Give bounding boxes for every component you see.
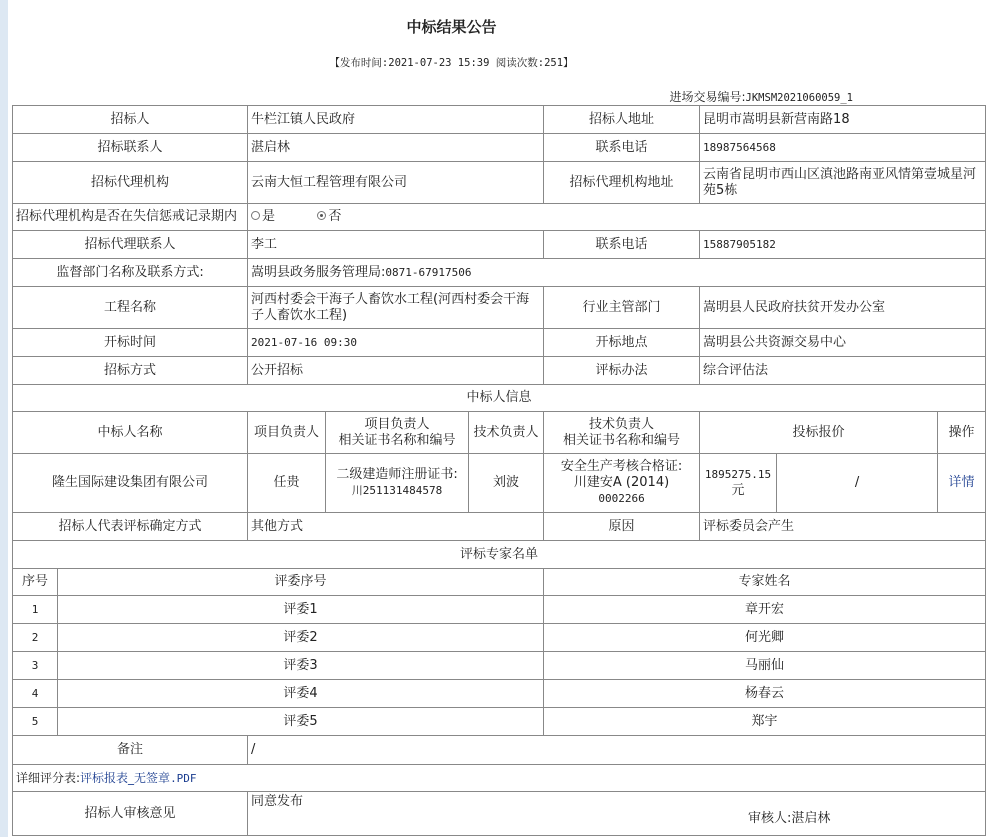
tenderer-value: 牛栏江镇人民政府 xyxy=(248,106,544,134)
left-edge-bar xyxy=(0,0,8,837)
experts-header-name: 专家姓名 xyxy=(544,569,986,596)
trade-code-label: 进场交易编号: xyxy=(669,90,746,104)
eval-value: 综合评估法 xyxy=(700,357,986,385)
contact-label: 招标联系人 xyxy=(13,134,248,162)
open-time-label: 开标时间 xyxy=(13,329,248,357)
pm-cert-line1: 二级建造师注册证书: xyxy=(336,467,458,482)
expert-no: 3 xyxy=(13,652,58,680)
agency-value: 云南大恒工程管理有限公司 xyxy=(248,162,544,204)
open-time-value: 2021-07-16 09:30 xyxy=(248,329,544,357)
announcement-table xyxy=(12,105,986,836)
expert-no: 1 xyxy=(13,596,58,624)
expert-name: 马丽仙 xyxy=(544,652,986,680)
agency-phone-value: 15887905182 xyxy=(700,231,986,259)
expert-row xyxy=(13,624,986,652)
open-place-label: 开标地点 xyxy=(544,329,700,357)
winner-price xyxy=(700,454,777,513)
supervisor-value xyxy=(248,259,986,287)
tenderer-addr-value: 昆明市嵩明县新营南路18 xyxy=(700,106,986,134)
publish-prefix: 【发布时间: xyxy=(329,57,389,69)
supervisor-phone: 0871-67917506 xyxy=(385,265,472,279)
expert-row xyxy=(13,596,986,624)
radio-no[interactable] xyxy=(317,211,326,220)
winner-header-price: 投标报价 xyxy=(700,412,938,454)
expert-name: 郑宇 xyxy=(544,708,986,736)
price-unit: 元 xyxy=(731,483,745,498)
tech-cert-header-line1: 技术负责人 xyxy=(589,416,655,432)
reviewer-name: 湛启林 xyxy=(791,811,831,826)
review-value: 同意发布 xyxy=(251,794,304,809)
winner-header-pm: 项目负责人 xyxy=(248,412,326,454)
tech-cert-line3: 0002266 xyxy=(598,492,645,505)
experts-header-no: 序号 xyxy=(13,569,58,596)
project-label: 工程名称 xyxy=(13,287,248,329)
open-place-value: 嵩明县公共资源交易中心 xyxy=(700,329,986,357)
expert-seq: 评委4 xyxy=(58,680,544,708)
trade-code-value: JKMSM2021060059_1 xyxy=(745,92,853,104)
pm-cert-line2: 川251131484578 xyxy=(351,484,443,497)
expert-seq: 评委2 xyxy=(58,624,544,652)
expert-no: 5 xyxy=(13,708,58,736)
agency-addr-label: 招标代理机构地址 xyxy=(544,162,700,204)
blacklist-label: 招标代理机构是否在失信惩戒记录期内 xyxy=(13,204,248,231)
winner-pm: 任贵 xyxy=(248,454,326,513)
reviewer-label: 审核人: xyxy=(748,811,792,826)
trade-code xyxy=(669,88,853,105)
radio-no-label: 否 xyxy=(328,209,342,224)
tech-cert-header-line2: 相关证书名称和编号 xyxy=(563,432,681,448)
expert-row xyxy=(13,652,986,680)
score-file-link[interactable] xyxy=(80,771,197,785)
agency-phone-label: 联系电话 xyxy=(544,231,700,259)
reason-value: 评标委员会产生 xyxy=(700,513,986,541)
contact-value: 湛启林 xyxy=(248,134,544,162)
read-label: 阅读次数: xyxy=(495,57,545,69)
winner-tech-cert xyxy=(544,454,700,513)
winner-header-name: 中标人名称 xyxy=(13,412,248,454)
expert-seq: 评委1 xyxy=(58,596,544,624)
winner-header-pm-cert xyxy=(326,412,469,454)
pm-cert-header-line2: 相关证书名称和编号 xyxy=(338,432,456,448)
winner-name: 隆生国际建设集团有限公司 xyxy=(13,454,248,513)
page-title: 中标结果公告 xyxy=(406,18,497,36)
expert-row xyxy=(13,680,986,708)
winner-tech: 刘波 xyxy=(469,454,544,513)
read-count: 251 xyxy=(544,57,564,69)
remark-label: 备注 xyxy=(13,736,248,765)
agency-contact-label: 招标代理联系人 xyxy=(13,231,248,259)
publish-time: 2021-07-23 15:39 xyxy=(388,57,490,69)
score-file-name: 评标报表_无签章 xyxy=(80,770,171,785)
project-value: 河西村委会干海子人畜饮水工程(河西村委会干海子人畜饮水工程) xyxy=(248,287,544,329)
expert-seq: 评委5 xyxy=(58,708,544,736)
expert-name: 章开宏 xyxy=(544,596,986,624)
winner-header-tech-cert xyxy=(544,412,700,454)
winner-slash: / xyxy=(777,454,938,513)
method-label: 招标方式 xyxy=(13,357,248,385)
expert-no: 4 xyxy=(13,680,58,708)
confirm-label: 招标人代表评标确定方式 xyxy=(13,513,248,541)
publish-suffix: 】 xyxy=(563,57,574,69)
winner-header-tech: 技术负责人 xyxy=(469,412,544,454)
dept-value: 嵩明县人民政府扶贫开发办公室 xyxy=(700,287,986,329)
confirm-value: 其他方式 xyxy=(248,513,544,541)
expert-no: 2 xyxy=(13,624,58,652)
expert-seq: 评委3 xyxy=(58,652,544,680)
tenderer-addr-label: 招标人地址 xyxy=(544,106,700,134)
winner-header-op: 操作 xyxy=(938,412,986,454)
reason-label: 原因 xyxy=(544,513,700,541)
review-cell xyxy=(248,792,986,836)
supervisor-label: 监督部门名称及联系方式: xyxy=(13,259,248,287)
radio-yes-label: 是 xyxy=(262,209,276,224)
agency-addr-value: 云南省昆明市西山区滇池路南亚风情第壹城星河苑5栋 xyxy=(700,162,986,204)
winner-pm-cert xyxy=(326,454,469,513)
remark-value: / xyxy=(248,736,986,765)
pm-cert-header-line1: 项目负责人 xyxy=(364,416,430,432)
supervisor-name: 嵩明县政务服务管理局: xyxy=(251,264,386,280)
dept-label: 行业主管部门 xyxy=(544,287,700,329)
radio-yes[interactable] xyxy=(251,211,260,220)
experts-header-seq: 评委序号 xyxy=(58,569,544,596)
expert-row xyxy=(13,708,986,736)
tenderer-label: 招标人 xyxy=(13,106,248,134)
score-file-ext: .PDF xyxy=(170,771,197,785)
winner-section-title: 中标人信息 xyxy=(13,385,986,412)
blacklist-options xyxy=(248,204,986,231)
phone-value: 18987564568 xyxy=(700,134,986,162)
tech-cert-line1: 安全生产考核合格证: xyxy=(560,459,683,474)
review-label: 招标人审核意见 xyxy=(13,792,248,836)
score-file-label: 详细评分表: xyxy=(16,770,81,785)
experts-section-title: 评标专家名单 xyxy=(13,541,986,569)
reviewer xyxy=(748,811,830,827)
detail-link[interactable]: 详情 xyxy=(938,454,986,513)
agency-contact-value: 李工 xyxy=(248,231,544,259)
publish-meta xyxy=(8,55,895,70)
method-value: 公开招标 xyxy=(248,357,544,385)
score-file-row xyxy=(13,765,986,792)
eval-label: 评标办法 xyxy=(544,357,700,385)
expert-name: 何光卿 xyxy=(544,624,986,652)
tech-cert-line2: 川建安A (2014) xyxy=(573,475,670,490)
phone-label: 联系电话 xyxy=(544,134,700,162)
price-amount: 1895275.15 xyxy=(704,468,772,481)
expert-name: 杨春云 xyxy=(544,680,986,708)
agency-label: 招标代理机构 xyxy=(13,162,248,204)
